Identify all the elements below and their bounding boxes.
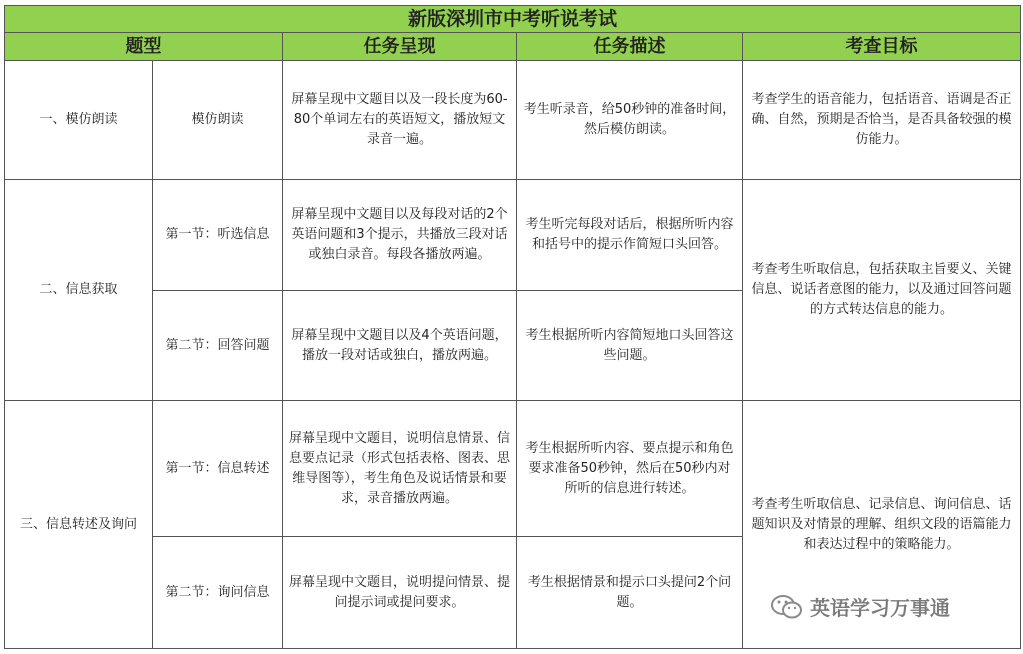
presentation-cell: 屏幕呈现中文题目以及一段长度为60-80个单词左右的英语短文，播放短文录音一遍。 bbox=[283, 61, 517, 180]
description-cell: 考生根据所听内容、要点提示和角色要求准备50秒钟，然后在50秒内对所听的信息进行转述。 bbox=[517, 401, 743, 537]
section-cell: 第二节：回答问题 bbox=[153, 291, 283, 401]
presentation-cell: 屏幕呈现中文题目以及每段对话的2个英语问题和3个提示，共播放三段对话或独白录音。每段各播放两遍。 bbox=[283, 180, 517, 291]
watermark bbox=[770, 592, 950, 621]
presentation-cell: 屏幕呈现中文题目以及4个英语问题，播放一段对话或独白，播放两遍。 bbox=[283, 291, 517, 401]
description-cell: 考生根据所听内容简短地口头回答这些问题。 bbox=[517, 291, 743, 401]
description-cell: 考生根据情景和提示口头提问2个问题。 bbox=[517, 537, 743, 649]
presentation-cell: 屏幕呈现中文题目，说明提问情景、提问提示词或提问要求。 bbox=[283, 537, 517, 649]
description-cell: 考生听录音，给50秒钟的准备时间，然后模仿朗读。 bbox=[517, 61, 743, 180]
section-cell: 模仿朗读 bbox=[153, 61, 283, 180]
category-cell: 二、信息获取 bbox=[5, 180, 153, 401]
goal-cell: 考查考生听取信息、记录信息、询问信息、话题知识及对情景的理解、组织文段的语篇能力和表达过程中的策略能力。 bbox=[743, 401, 1021, 649]
header-description: 任务描述 bbox=[517, 33, 743, 61]
wechat-icon bbox=[770, 593, 804, 621]
goal-cell: 考查考生听取信息，包括获取主旨要义、关键信息、说话者意图的能力，以及通过回答问题的方式转达信息的能力。 bbox=[743, 180, 1021, 401]
section-cell: 第一节：听选信息 bbox=[153, 180, 283, 291]
header-type: 题型 bbox=[5, 33, 283, 61]
watermark-text: 英语学习万事通 bbox=[810, 596, 950, 620]
header-presentation: 任务呈现 bbox=[283, 33, 517, 61]
presentation-cell: 屏幕呈现中文题目，说明信息情景、信息要点记录（形式包括表格、图表、思维导图等），考生角色及说话情景和要求，录音播放两遍。 bbox=[283, 401, 517, 537]
table-row bbox=[5, 61, 1021, 180]
category-cell: 三、信息转述及询问 bbox=[5, 401, 153, 649]
exam-table bbox=[4, 5, 1021, 649]
table-row bbox=[5, 180, 1021, 291]
description-cell: 考生听完每段对话后，根据所听内容和括号中的提示作简短口头回答。 bbox=[517, 180, 743, 291]
header-goal: 考查目标 bbox=[743, 33, 1021, 61]
category-cell: 一、模仿朗读 bbox=[5, 61, 153, 180]
table-row bbox=[5, 401, 1021, 537]
section-cell: 第一节：信息转述 bbox=[153, 401, 283, 537]
goal-cell: 考查学生的语音能力，包括语音、语调是否正确、自然，预期是否恰当，是否具备较强的模仿能力。 bbox=[743, 61, 1021, 180]
section-cell: 第二节：询问信息 bbox=[153, 537, 283, 649]
table-title: 新版深圳市中考听说考试 bbox=[5, 6, 1021, 33]
